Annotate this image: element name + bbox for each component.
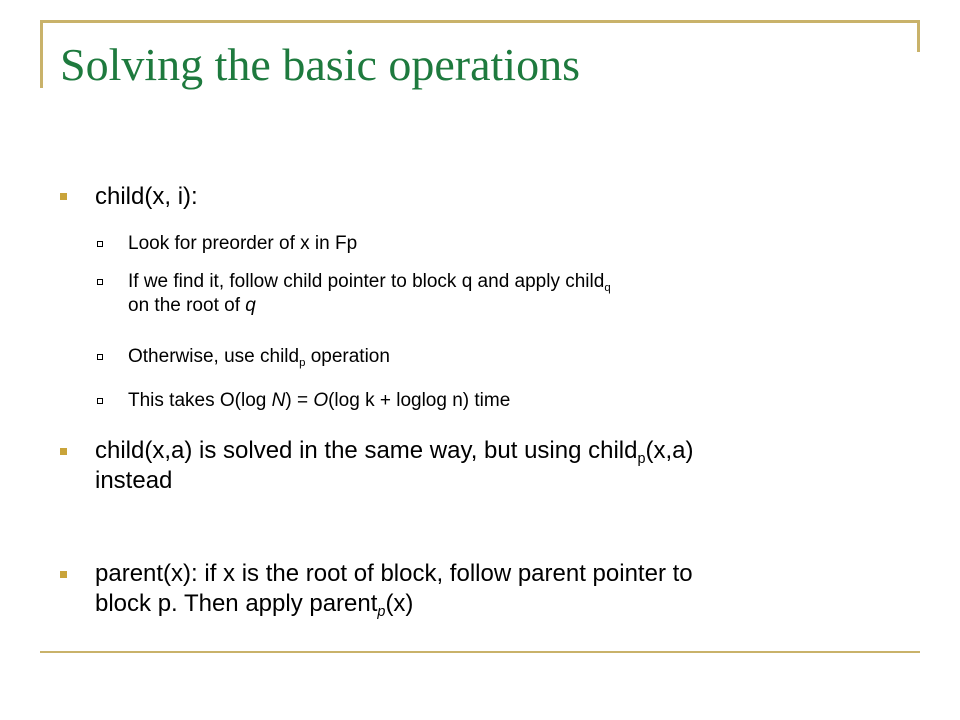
sub-bullet-marker bbox=[97, 398, 103, 404]
sub-bullet-marker bbox=[97, 354, 103, 360]
bullet-child-x-i: child(x, i): bbox=[95, 183, 198, 210]
sub-bullet-follow-pointer: If we find it, follow child pointer to block q and apply child$_q$ on the root of q bbox=[128, 271, 611, 316]
bullet-marker bbox=[60, 448, 67, 455]
sub-bullet-marker bbox=[97, 279, 103, 285]
bullet-parent-x: parent(x): if x is the root of block, follow parent pointer to block p. Then apply parent$_p$(x) bbox=[95, 560, 693, 621]
sub-bullet-marker bbox=[97, 241, 103, 247]
frame-top-line bbox=[40, 20, 920, 23]
bullet-marker bbox=[60, 571, 67, 578]
sub-bullet-otherwise: Otherwise, use child$_p$ operation bbox=[128, 346, 390, 369]
sub-bullet-time: This takes O(log N) = O(log k + loglog n) time bbox=[128, 390, 511, 411]
frame-left-line bbox=[40, 20, 43, 88]
bullet-child-x-a: child(x,a) is solved in the same way, but using child$_p$(x,a) instead bbox=[95, 437, 694, 494]
slide-title: Solving the basic operations bbox=[60, 39, 580, 90]
sub-bullet-preorder: Look for preorder of x in Fp bbox=[128, 233, 358, 254]
frame-bottom-line bbox=[40, 651, 920, 653]
frame-right-line bbox=[917, 20, 920, 52]
bullet-marker bbox=[60, 193, 67, 200]
